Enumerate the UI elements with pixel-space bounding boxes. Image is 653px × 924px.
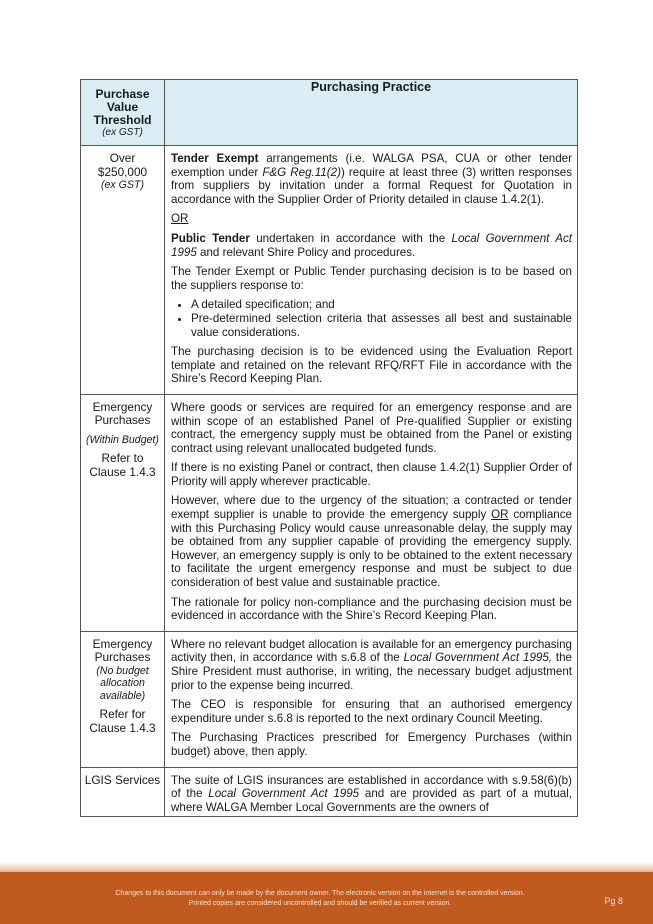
threshold-label: Emergency Purchases [92,399,153,428]
row-threshold-cell [81,146,165,395]
row-practice-cell [165,631,578,767]
table-row [81,631,578,767]
list-item: • Pre-determined selection criteria that assesses all best and sustainable value considerations. [191,312,572,339]
header-threshold-title: Purchase Value Threshold [93,87,152,127]
text: arrangements (i.e. WALGA PSA, CUA or other tender exemption under [171,152,572,179]
row-practice-cell [165,146,578,395]
italic-text: Local Government Act 1995 [208,787,360,801]
paragraph [171,232,572,259]
text: ) require at least three (3) written responses from suppliers by invitation under a formal Request for Quotation in accordance with the Supplier Order of Priority detailed in clause 1.4.2(1). [171,165,572,206]
list-item: • A detailed specification; and [191,298,572,312]
threshold-label: LGIS Services [84,772,161,787]
text: compliance with this Purchasing Policy would cause unreasonable delay, the supply may be obtained from any supplier capable of providing the emergency supply. However, an emergency supply is only to be obtained to the extent necessary to facilitate the urgent emergency response and must be subject to due consideration of best value and sustainable practice. [171,508,572,590]
paragraph [171,774,572,815]
footer-line-1: Changes to this document can only be made by the document owner. The electronic version on the internet is the controlled version. [115,890,525,897]
paragraph: The CEO is responsible for ensuring that an authorised emergency expenditure under s.6.8 is reported to the next ordinary Council Meeting. [171,698,572,725]
threshold-label: Over $250,000 [97,151,148,179]
header-practice: Purchasing Practice [165,80,578,146]
text: However, where due to the urgency of the situation; a contracted or tender exempt supplier is unable to provide the emergency supply [171,494,572,522]
text: The suite of LGIS insurances are established in accordance with s.9.58(6)(b) of the [171,773,572,801]
bullet-list [171,298,572,339]
row-practice-cell [165,394,578,631]
table-row [81,767,578,817]
text: and relevant Shire Policy and procedures. [196,245,416,259]
row-practice-cell [165,767,578,817]
table-header-row [81,80,578,146]
paragraph: If there is no existing Panel or contract, then clause 1.4.2(1) Supplier Order of Priority will apply wherever practicable. [171,461,572,488]
paragraph: Where goods or services are required for an emergency response and are within scope of an established Panel of Pre-qualified Supplier or existing contract, the emergency supply must be obtained from the Panel or existing contract using relevant unallocated budgeted funds. [171,400,572,455]
paragraph [171,638,572,692]
bold-text: Public Tender [171,231,250,245]
underlined-text: OR [491,508,509,522]
italic-text: Local Government Act 1995, [403,651,553,665]
header-threshold [81,80,165,146]
text: and are provided as part of a mutual, where WALGA Member Local Governments are the owners of [171,787,573,814]
clause-ref: Refer to Clause 1.4.3 [89,451,156,479]
row-threshold-cell [81,767,165,817]
page-number: Pg 8 [604,896,623,906]
row-threshold-cell [81,631,165,767]
table-row [81,394,578,631]
paragraph: The Purchasing Practices prescribed for Emergency Purchases (within budget) above, then apply. [171,731,572,758]
text: the Shire President must authorise, in writing, the necessary budget adjustment prior to the expense being incurred. [171,651,572,692]
row-threshold-cell [81,394,165,631]
text: undertaken in accordance with the [249,231,452,245]
italic-text: Local Government Act 1995 [171,231,572,259]
footer-disclaimer [90,889,550,909]
table-row [81,146,578,395]
threshold-sub: (ex GST) [101,179,144,191]
purchasing-table [80,79,578,817]
header-threshold-sub: (ex GST) [102,127,143,138]
paragraph [171,494,572,589]
threshold-label: Emergency Purchases [92,636,153,665]
paragraph: The purchasing decision is to be evidenced using the Evaluation Report template and retained on the relevant RFQ/RFT File in accordance with the Shire’s Record Keeping Plan. [171,345,572,386]
text: Where no relevant budget allocation is available for an emergency purchasing activity then, in accordance with s.6.8 of the [171,637,572,665]
footer-line-2: Printed copies are considered uncontrolled and should be verified as current version. [188,900,452,907]
italic-text: F&G Reg.11(2) [262,165,341,179]
or-label: OR [171,212,189,226]
paragraph [171,152,572,206]
paragraph: The rationale for policy non-compliance and the purchasing decision must be evidenced in accordance with the Shire’s Record Keeping Plan. [171,595,572,623]
clause-ref: Refer for Clause 1.4.3 [89,707,156,735]
paragraph: The Tender Exempt or Public Tender purchasing decision is to be based on the suppliers response to: [171,265,572,292]
threshold-sub: (Within Budget) [86,433,159,446]
bold-text: Tender Exempt [171,152,259,165]
threshold-sub: (No budget allocation available) [96,664,149,702]
